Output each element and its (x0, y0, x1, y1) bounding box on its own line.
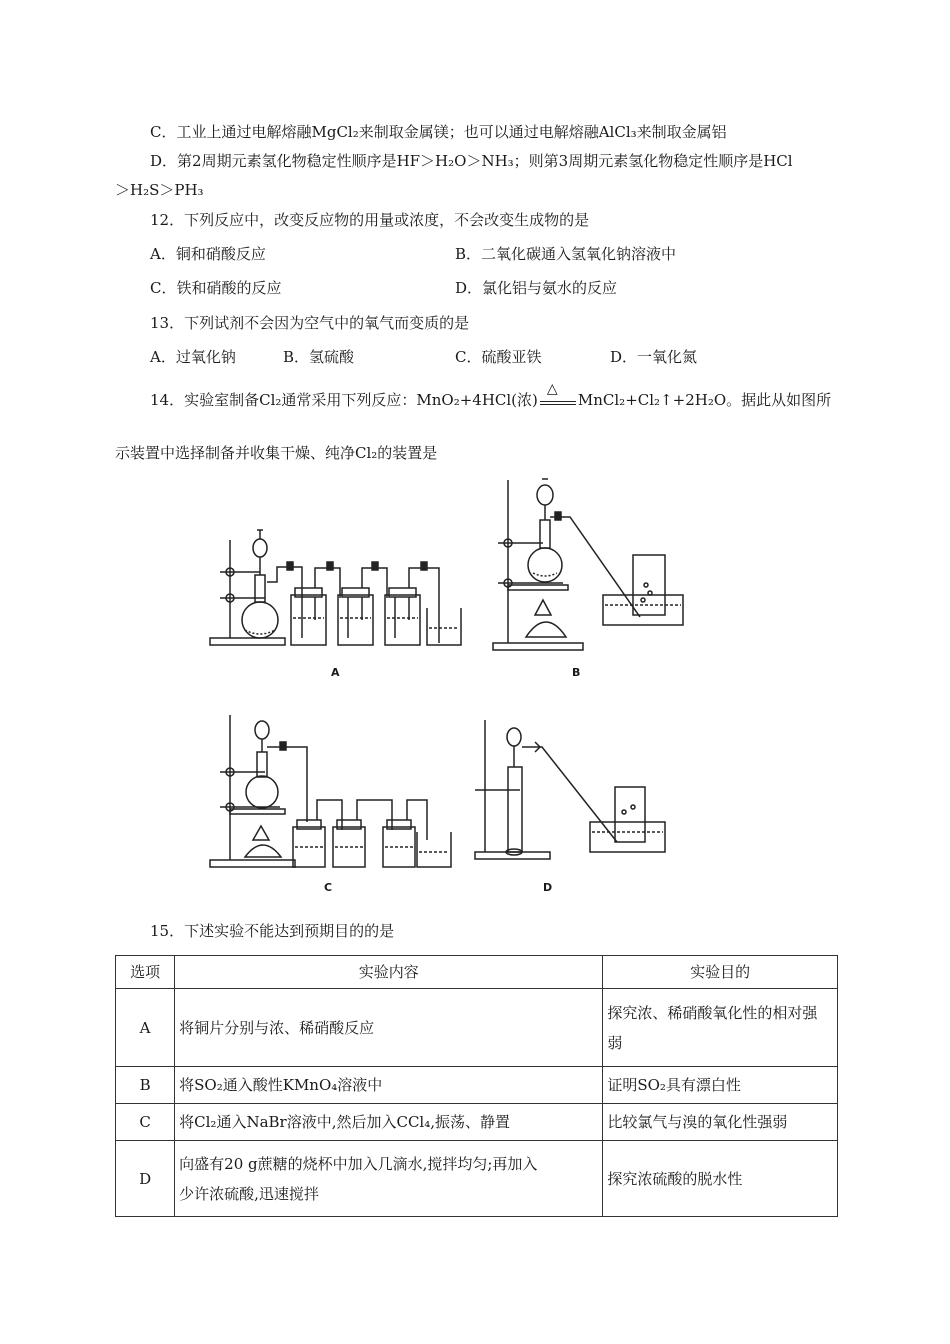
apparatus-c-diagram (205, 712, 455, 872)
label-c: C (324, 881, 333, 894)
apparatus-a-diagram (205, 520, 470, 650)
table-row (116, 1067, 838, 1104)
q11-option-d-line1: D．第2周期元素氢化物稳定性顺序是HF＞H₂O＞NH₃；则第3周期元素氢化物稳定性顺序是HCl (150, 152, 793, 170)
q13-option-d: D．一氧化氮 (610, 348, 698, 366)
header-purpose: 实验目的 (603, 956, 838, 989)
table-row (116, 1141, 838, 1217)
label-a: A (331, 666, 340, 679)
row-purpose-line2: 弱 (607, 1033, 623, 1052)
row-content (175, 1141, 603, 1217)
q14-stem-pre: 14．实验室制备Cl₂通常采用下列反应：MnO₂+4HCl(浓) (150, 391, 538, 409)
table-header-row (116, 956, 838, 989)
row-purpose-line1: 探究浓、稀硝酸氧化性的相对强 (607, 1003, 818, 1022)
row-content: 将Cl₂通入NaBr溶液中,然后加入CCl₄,振荡、静置 (175, 1104, 603, 1141)
q12-stem: 12．下列反应中，改变反应物的用量或浓度，不会改变生成物的是 (150, 211, 590, 229)
header-content: 实验内容 (175, 956, 603, 989)
q15-stem: 15．下述实验不能达到预期目的的是 (150, 922, 395, 940)
row-content: 将铜片分别与浓、稀硝酸反应 (175, 989, 603, 1067)
row-purpose: 探究浓硫酸的脱水性 (603, 1141, 838, 1217)
q13-option-c: C．硫酸亚铁 (455, 348, 542, 366)
row-option: B (116, 1067, 175, 1104)
q14-stem-line1 (150, 381, 832, 411)
label-b: B (572, 666, 581, 679)
row-content-line2: 少许浓硫酸,迅速搅拌 (179, 1184, 319, 1203)
q14-stem-line2: 示装置中选择制备并收集干燥、纯净Cl₂的装置是 (115, 444, 438, 462)
table-row (116, 989, 838, 1067)
q12-option-b: B．二氧化碳通入氢氧化钠溶液中 (455, 245, 677, 263)
heat-triangle-icon: △ (546, 381, 558, 397)
q14-stem-post: MnCl₂+Cl₂↑+2H₂O。据此从如图所 (577, 391, 832, 409)
q13-option-a: A．过氧化钠 (150, 348, 236, 366)
row-option: D (116, 1141, 175, 1217)
row-content: 将SO₂通入酸性KMnO₄溶液中 (175, 1067, 603, 1104)
apparatus-b-diagram (488, 475, 698, 655)
row-option: C (116, 1104, 175, 1141)
table-row (116, 1104, 838, 1141)
q13-stem: 13．下列试剂不会因为空气中的氧气而变质的是 (150, 314, 470, 332)
q15-table (115, 955, 838, 1217)
q13-option-b: B．氢硫酸 (283, 348, 355, 366)
reaction-condition-arrow (538, 381, 578, 411)
row-option: A (116, 989, 175, 1067)
label-d: D (543, 881, 553, 894)
row-purpose (603, 989, 838, 1067)
q12-option-c: C．铁和硝酸的反应 (150, 279, 282, 297)
row-purpose: 证明SO₂具有漂白性 (603, 1067, 838, 1104)
q11-option-d-line2: ＞H₂S＞PH₃ (115, 181, 204, 199)
q11-option-c: C．工业上通过电解熔融MgCl₂来制取金属镁；也可以通过电解熔融AlCl₃来制取金属铝 (150, 123, 727, 141)
q12-option-d: D．氯化铝与氨水的反应 (455, 279, 618, 297)
q12-option-a: A．铜和硝酸反应 (150, 245, 266, 263)
apparatus-d-diagram (470, 712, 675, 862)
row-content-line1: 向盛有20 g蔗糖的烧杯中加入几滴水,搅拌均匀;再加入 (179, 1154, 538, 1173)
header-option: 选项 (116, 956, 175, 989)
row-purpose: 比较氯气与溴的氧化性强弱 (603, 1104, 838, 1141)
